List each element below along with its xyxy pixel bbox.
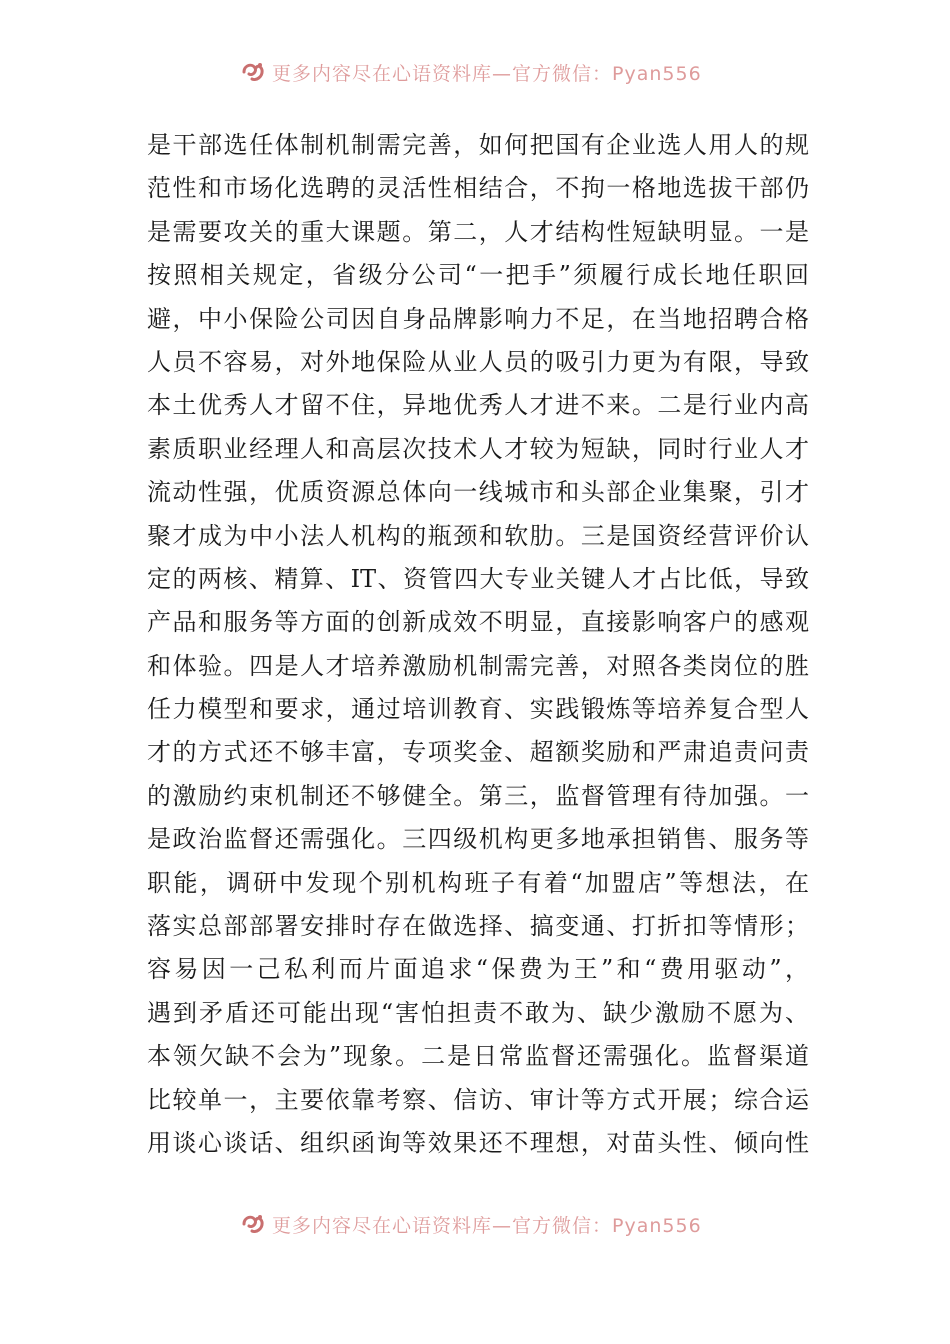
body-line: 人员不容易，对外地保险从业人员的吸引力更为有限，导致 <box>147 347 809 376</box>
footer-banner-text: 更多内容尽在心语资料库—官方微信：Pyan556 <box>272 1214 702 1237</box>
body-line: 是干部选任体制机制需完善，如何把国有企业选人用人的规 <box>147 131 809 159</box>
xinyu-logo-icon <box>240 1211 266 1237</box>
body-line: 比较单一，主要依靠考察、信访、审计等方式开展；综合运 <box>147 1085 809 1114</box>
body-line: 任力模型和要求，通过培训教育、实践锻炼等培养复合型人 <box>147 695 809 724</box>
footer-banner <box>0 1207 950 1237</box>
body-line: 容易因一己私利而片面追求“保费为王”和“费用驱动”， <box>147 955 809 984</box>
body-line: 定的两核、精算、IT、资管四大专业关键人才占比低，导致 <box>147 564 809 593</box>
body-line: 用谈心谈话、组织函询等效果还不理想，对苗头性、倾向性 <box>147 1128 809 1157</box>
body-line: 才的方式还不够丰富，专项奖金、超额奖励和严肃追责问责 <box>147 738 809 767</box>
body-line: 产品和服务等方面的创新成效不明显，直接影响客户的感观 <box>147 608 809 637</box>
body-line: 避，中小保险公司因自身品牌影响力不足，在当地招聘合格 <box>147 304 809 333</box>
body-line: 本土优秀人才留不住，异地优秀人才进不来。二是行业内高 <box>147 391 809 420</box>
header-banner-inner <box>240 57 702 85</box>
body-line: 遇到矛盾还可能出现“害怕担责不敢为、缺少激励不愿为、 <box>147 998 809 1027</box>
body-line: 素质职业经理人和高层次技术人才较为短缺，同时行业人才 <box>147 434 809 463</box>
body-line: 是政治监督还需强化。三四级机构更多地承担销售、服务等 <box>147 825 809 854</box>
body-line: 范性和市场化选聘的灵活性相结合，不拘一格地选拔干部仍 <box>147 174 809 203</box>
body-line: 聚才成为中小法人机构的瓶颈和软肋。三是国资经营评价认 <box>147 521 809 550</box>
footer-banner-inner <box>240 1209 702 1237</box>
body-line: 流动性强，优质资源总体向一线城市和头部企业集聚，引才 <box>147 478 809 507</box>
header-banner <box>0 55 950 85</box>
body-line: 按照相关规定，省级分公司“一把手”须履行成长地任职回 <box>147 261 809 290</box>
document-body <box>147 124 809 1165</box>
body-line: 是需要攻关的重大课题。第二，人才结构性短缺明显。一是 <box>147 217 809 246</box>
body-line: 和体验。四是人才培养激励机制需完善，对照各类岗位的胜 <box>147 651 809 680</box>
xinyu-logo-icon <box>240 59 266 85</box>
body-line: 的激励约束机制还不够健全。第三，监督管理有待加强。一 <box>147 781 809 810</box>
body-line: 落实总部部署安排时存在做选择、搞变通、打折扣等情形； <box>147 912 809 941</box>
body-line: 本领欠缺不会为”现象。二是日常监督还需强化。监督渠道 <box>147 1042 809 1071</box>
body-line: 职能，调研中发现个别机构班子有着“加盟店”等想法，在 <box>147 868 809 897</box>
header-banner-text: 更多内容尽在心语资料库—官方微信：Pyan556 <box>272 62 702 85</box>
